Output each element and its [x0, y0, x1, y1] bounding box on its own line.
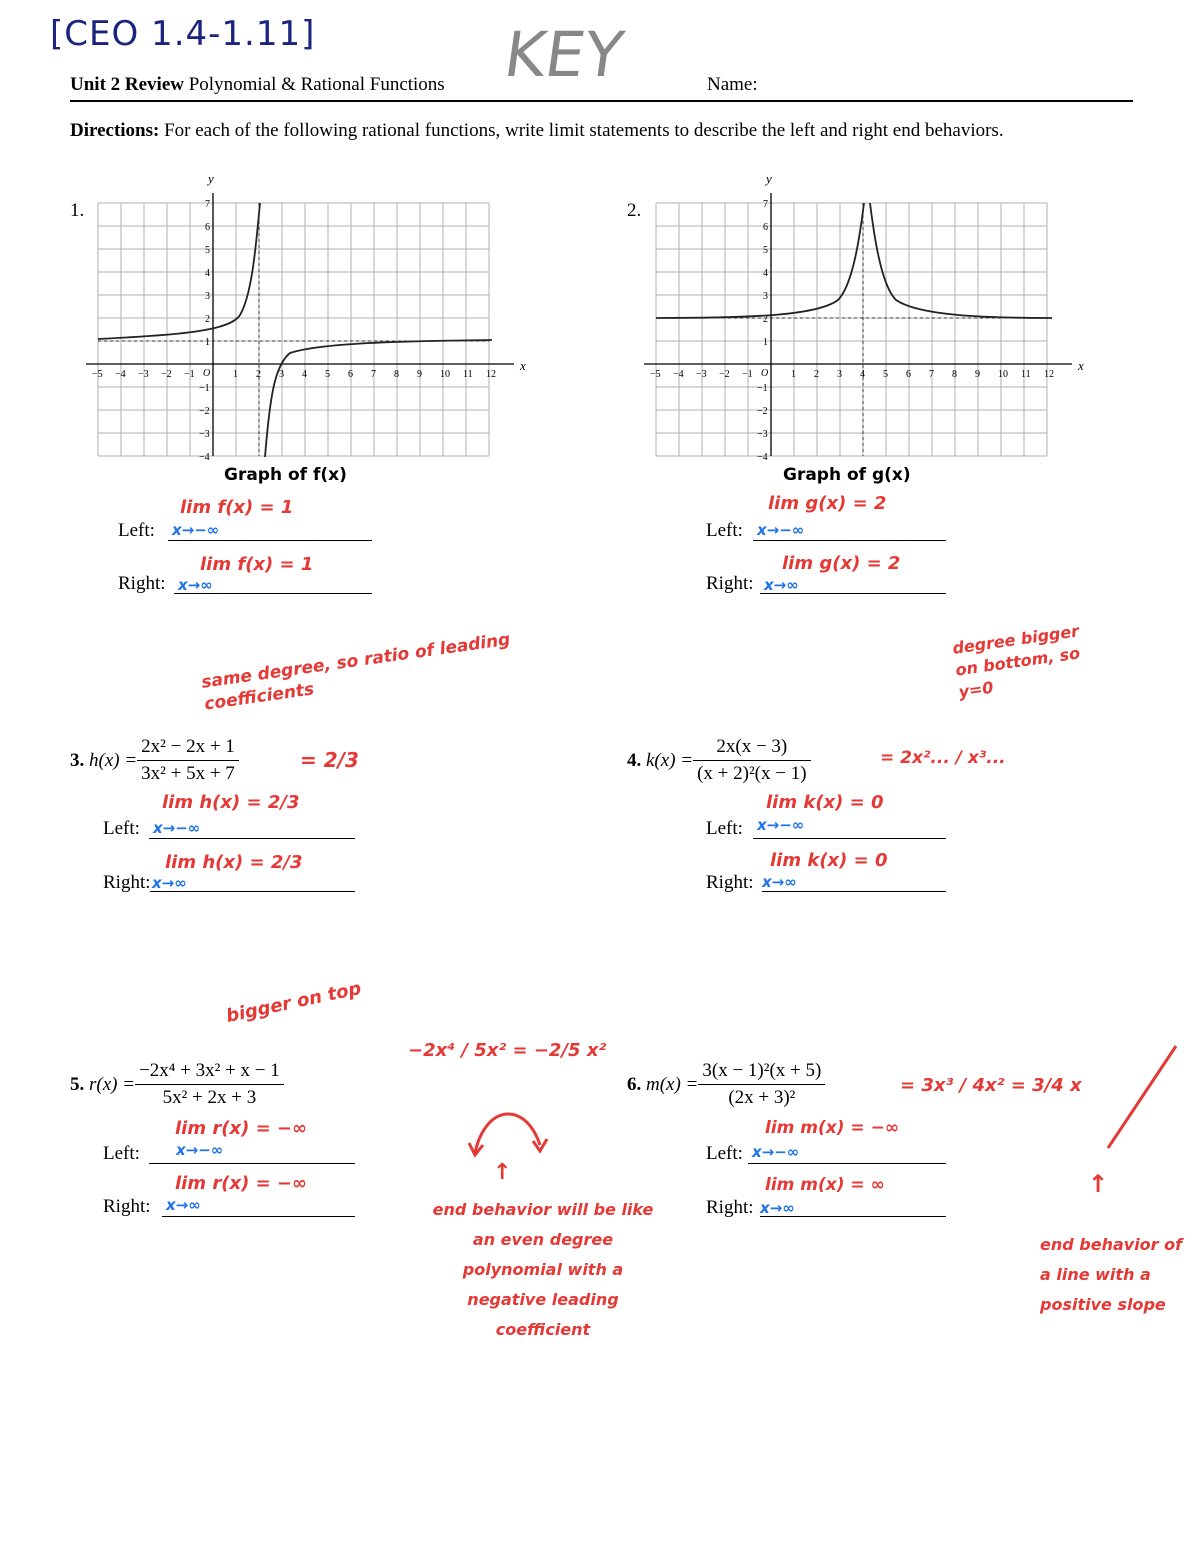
svg-text:−5: −5 [92, 369, 103, 380]
p3-number: 3. [70, 749, 85, 771]
p6-line-sketch [1100, 1040, 1190, 1160]
svg-text:12: 12 [1044, 369, 1054, 380]
p1-left-under: x→−∞ [172, 521, 220, 539]
p3-left-answer: lim h(x) = 2/3 [162, 792, 300, 813]
svg-text:1: 1 [763, 337, 768, 348]
svg-text:−3: −3 [138, 369, 149, 380]
p2-right-under: x→∞ [764, 576, 799, 594]
svg-text:4: 4 [763, 268, 768, 279]
directions [70, 117, 1060, 145]
svg-text:10: 10 [998, 369, 1008, 380]
p4-right-under: x→∞ [762, 873, 797, 891]
p5-parabola-sketch [465, 1095, 555, 1165]
svg-text:4: 4 [302, 369, 307, 380]
svg-text:1: 1 [233, 369, 238, 380]
p6-left-answer: lim m(x) = −∞ [765, 1118, 899, 1138]
graph-f-title: Graph of f(x) [224, 465, 347, 485]
p3-eq-result: = 2/3 [300, 748, 359, 772]
svg-text:2: 2 [205, 314, 210, 325]
p4-right-label: Right: [706, 872, 754, 893]
p3-denominator: 3x² + 5x + 7 [141, 763, 235, 784]
p4-left-answer: lim k(x) = 0 [766, 792, 884, 813]
p5-right-label: Right: [103, 1196, 151, 1217]
p5-number: 5. [70, 1073, 85, 1095]
p6-right-answer: lim m(x) = ∞ [765, 1175, 885, 1195]
p3-left-label: Left: [103, 818, 140, 839]
svg-text:5: 5 [883, 369, 888, 380]
p3-right-label: Right: [103, 872, 151, 893]
svg-text:−3: −3 [199, 429, 210, 440]
p4-equation [627, 736, 811, 785]
svg-text:−2: −2 [199, 406, 210, 417]
svg-text:4: 4 [860, 369, 865, 380]
svg-text:11: 11 [463, 369, 473, 380]
svg-text:6: 6 [348, 369, 353, 380]
problem2-number: 2. [627, 200, 642, 221]
p6-fraction [698, 1060, 825, 1109]
p4-numerator: 2x(x − 3) [716, 736, 788, 757]
x-axis-label-g: x [1078, 358, 1084, 373]
p1-right-under: x→∞ [178, 576, 213, 594]
svg-text:−5: −5 [650, 369, 661, 380]
directions-text: For each of the following rational functions, write limit statements to describe the left and right end behaviors. [164, 120, 1004, 141]
p6-func: m(x) = [646, 1073, 699, 1095]
svg-text:3: 3 [279, 369, 284, 380]
svg-text:5: 5 [205, 245, 210, 256]
svg-text:−3: −3 [696, 369, 707, 380]
svg-text:7: 7 [205, 199, 210, 210]
svg-text:−1: −1 [742, 369, 753, 380]
curve-f-right [265, 340, 492, 457]
p5-right-answer: lim r(x) = −∞ [175, 1173, 307, 1194]
graph-f [80, 165, 540, 475]
p5-left-line [149, 1163, 355, 1164]
p2-right-answer: lim g(x) = 2 [782, 553, 901, 574]
svg-text:7: 7 [371, 369, 376, 380]
p6-left-label: Left: [706, 1143, 743, 1164]
svg-text:−3: −3 [757, 429, 768, 440]
p6-work: = 3x³ / 4x² = 3/4 x [900, 1075, 1082, 1096]
p6-left-line [748, 1163, 946, 1164]
p4-right-answer: lim k(x) = 0 [770, 850, 888, 871]
p4-note: degree bigger on bottom, so y=0 [951, 621, 1082, 702]
svg-text:8: 8 [952, 369, 957, 380]
svg-text:−2: −2 [757, 406, 768, 417]
svg-text:7: 7 [763, 199, 768, 210]
svg-text:−1: −1 [199, 383, 210, 394]
p2-right-line [760, 593, 946, 594]
p5-note: bigger on top [224, 977, 364, 1028]
curve-g-right [870, 203, 1052, 318]
svg-text:7: 7 [929, 369, 934, 380]
svg-text:O: O [761, 368, 769, 379]
p5-fraction [135, 1060, 284, 1109]
unit-rest: Polynomial & Rational Functions [188, 74, 445, 95]
p6-right-line [760, 1216, 946, 1217]
p5-explain: end behavior will be like an even degree polynomial with a negative leading coefficient [432, 1200, 654, 1339]
p2-left-under: x→−∞ [757, 521, 805, 539]
svg-text:−1: −1 [184, 369, 195, 380]
name-label: Name: [707, 74, 758, 95]
svg-text:11: 11 [1021, 369, 1031, 380]
p2-left-line [753, 540, 946, 541]
svg-text:2: 2 [256, 369, 261, 380]
p1-left-label: Left: [118, 520, 155, 541]
y-axis-label-g: y [766, 171, 772, 186]
header-rule [70, 100, 1133, 102]
p1-right-answer: lim f(x) = 1 [200, 554, 314, 575]
p5-left-answer: lim r(x) = −∞ [175, 1118, 307, 1139]
ceo-tag: [CEO 1.4-1.11] [50, 14, 316, 54]
p4-left-under: x→−∞ [757, 816, 805, 834]
x-axis-label-f: x [520, 358, 526, 373]
svg-text:6: 6 [205, 222, 210, 233]
p3-numerator: 2x² − 2x + 1 [141, 736, 235, 757]
p3-fraction [137, 736, 239, 785]
svg-text:3: 3 [205, 291, 210, 302]
p6-left-under: x→−∞ [752, 1143, 800, 1161]
svg-text:9: 9 [417, 369, 422, 380]
p6-equation [627, 1060, 825, 1109]
unit-bold: Unit 2 Review [70, 74, 184, 95]
grid-f [86, 193, 514, 463]
p5-up-arrow: ↑ [493, 1160, 512, 1185]
p6-right-label: Right: [706, 1197, 754, 1218]
p6-explain: end behavior of a line with a positive slope [1040, 1235, 1183, 1314]
directions-label: Directions: [70, 120, 160, 141]
p6-right-under: x→∞ [760, 1199, 795, 1217]
p3-right-line [150, 891, 355, 892]
svg-text:−4: −4 [115, 369, 126, 380]
p5-work: −2x⁴ / 5x² = −2/5 x² [408, 1040, 607, 1061]
p3-note: same degree, so ratio of leading coefficients [200, 629, 512, 715]
svg-text:9: 9 [975, 369, 980, 380]
p3-func: h(x) = [89, 749, 138, 771]
p1-left-answer: lim f(x) = 1 [180, 497, 294, 518]
svg-text:1: 1 [205, 337, 210, 348]
svg-text:5: 5 [325, 369, 330, 380]
p2-left-answer: lim g(x) = 2 [768, 493, 887, 514]
p3-left-line [149, 838, 355, 839]
svg-text:12: 12 [486, 369, 496, 380]
svg-text:3: 3 [763, 291, 768, 302]
p3-left-under: x→−∞ [153, 819, 201, 837]
p5-denominator: 5x² + 2x + 3 [162, 1087, 257, 1108]
p3-right-answer: lim h(x) = 2/3 [165, 852, 303, 873]
svg-text:6: 6 [763, 222, 768, 233]
p1-right-label: Right: [118, 573, 166, 594]
svg-text:4: 4 [205, 268, 210, 279]
unit-title [70, 74, 445, 96]
p5-func: r(x) = [89, 1073, 136, 1095]
curve-g-left [656, 203, 864, 318]
svg-text:2: 2 [763, 314, 768, 325]
p6-number: 6. [627, 1073, 642, 1095]
svg-text:−2: −2 [719, 369, 730, 380]
p4-func: k(x) = [646, 749, 694, 771]
p5-right-line [162, 1216, 355, 1217]
svg-text:3: 3 [837, 369, 842, 380]
svg-text:−1: −1 [757, 383, 768, 394]
svg-text:8: 8 [394, 369, 399, 380]
svg-text:5: 5 [763, 245, 768, 256]
p4-eq-result: = 2x²... / x³... [880, 748, 1006, 768]
y-axis-label-f: y [208, 171, 214, 186]
p5-numerator: −2x⁴ + 3x² + x − 1 [139, 1060, 280, 1081]
svg-text:−2: −2 [161, 369, 172, 380]
p5-left-label: Left: [103, 1143, 140, 1164]
p3-equation [70, 736, 239, 785]
svg-text:O: O [203, 368, 211, 379]
p5-right-under: x→∞ [166, 1196, 201, 1214]
p4-right-line [762, 891, 946, 892]
svg-text:−4: −4 [757, 452, 768, 463]
p2-right-label: Right: [706, 573, 754, 594]
p1-left-line [168, 540, 372, 541]
svg-text:10: 10 [440, 369, 450, 380]
p4-fraction [693, 736, 810, 785]
p3-right-under: x→∞ [152, 874, 187, 892]
svg-text:6: 6 [906, 369, 911, 380]
p2-left-label: Left: [706, 520, 743, 541]
problem1-number: 1. [70, 200, 85, 221]
graph-g [638, 165, 1098, 475]
p4-left-label: Left: [706, 818, 743, 839]
p6-denominator: (2x + 3)² [728, 1087, 796, 1108]
key-label: KEY [499, 18, 628, 91]
svg-text:−4: −4 [199, 452, 210, 463]
svg-text:−4: −4 [673, 369, 684, 380]
p4-number: 4. [627, 749, 642, 771]
p6-numerator: 3(x − 1)²(x + 5) [702, 1060, 822, 1081]
graph-g-title: Graph of g(x) [783, 465, 911, 485]
p4-left-line [753, 838, 946, 839]
svg-text:1: 1 [791, 369, 796, 380]
p5-equation [70, 1060, 284, 1109]
grid-g [644, 193, 1072, 463]
p1-right-line [174, 593, 372, 594]
svg-text:2: 2 [814, 369, 819, 380]
p6-up-arrow: ↑ [1088, 1170, 1109, 1198]
p5-left-under: x→−∞ [176, 1141, 224, 1159]
p4-denominator: (x + 2)²(x − 1) [697, 763, 807, 784]
